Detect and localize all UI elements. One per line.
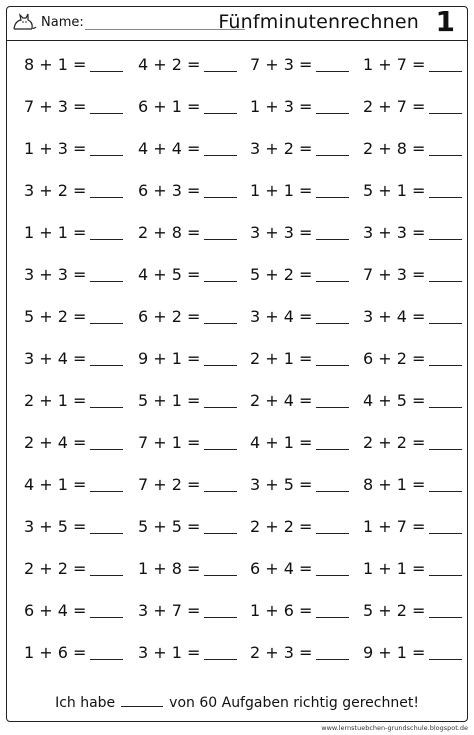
- answer-blank[interactable]: [429, 519, 462, 534]
- answer-blank[interactable]: [90, 603, 123, 618]
- problem-item: [138, 253, 237, 295]
- problem-expression: 5 + 2 =: [250, 264, 313, 284]
- problem-expression: 5 + 1 =: [138, 390, 201, 410]
- problem-expression: 5 + 5 =: [138, 516, 201, 536]
- problem-item: [138, 127, 237, 169]
- answer-blank[interactable]: [204, 477, 237, 492]
- problem-expression: 1 + 3 =: [24, 138, 87, 158]
- problem-expression: 3 + 3 =: [24, 264, 87, 284]
- score-line: [7, 694, 467, 711]
- problem-expression: 6 + 2 =: [363, 348, 426, 368]
- answer-blank[interactable]: [204, 141, 237, 156]
- problem-expression: 4 + 1 =: [24, 474, 87, 494]
- problem-expression: 3 + 2 =: [250, 138, 313, 158]
- problem-expression: 8 + 1 =: [363, 474, 426, 494]
- problem-item: [363, 85, 462, 127]
- answer-blank[interactable]: [429, 477, 462, 492]
- problem-item: [24, 253, 123, 295]
- problem-item: [138, 43, 237, 85]
- problem-item: [138, 337, 237, 379]
- answer-blank[interactable]: [316, 57, 349, 72]
- problem-item: [363, 127, 462, 169]
- answer-blank[interactable]: [204, 183, 237, 198]
- problem-row: [7, 463, 467, 505]
- problem-expression: 4 + 5 =: [138, 264, 201, 284]
- problem-item: [138, 85, 237, 127]
- answer-blank[interactable]: [90, 309, 123, 324]
- problem-item: [24, 463, 123, 505]
- problem-row: [7, 43, 467, 85]
- problem-expression: 3 + 4 =: [250, 306, 313, 326]
- sheet-number: 1: [435, 5, 455, 38]
- problem-item: [363, 43, 462, 85]
- problem-expression: 3 + 4 =: [363, 306, 426, 326]
- problem-item: [138, 589, 237, 631]
- answer-blank[interactable]: [316, 183, 349, 198]
- answer-blank[interactable]: [429, 99, 462, 114]
- answer-blank[interactable]: [429, 561, 462, 576]
- problem-item: [363, 253, 462, 295]
- answer-blank[interactable]: [90, 183, 123, 198]
- worksheet-header: [7, 7, 467, 41]
- problem-expression: 4 + 5 =: [363, 390, 426, 410]
- answer-blank[interactable]: [429, 351, 462, 366]
- problem-item: [250, 169, 349, 211]
- answer-blank[interactable]: [204, 603, 237, 618]
- problem-expression: 4 + 1 =: [250, 432, 313, 452]
- answer-blank[interactable]: [204, 267, 237, 282]
- answer-blank[interactable]: [316, 561, 349, 576]
- answer-blank[interactable]: [204, 561, 237, 576]
- problem-expression: 2 + 8 =: [363, 138, 426, 158]
- problem-expression: 1 + 1 =: [250, 180, 313, 200]
- problem-item: [250, 421, 349, 463]
- problem-expression: 9 + 1 =: [363, 642, 426, 662]
- problem-expression: 7 + 3 =: [24, 96, 87, 116]
- problem-expression: 5 + 2 =: [363, 600, 426, 620]
- answer-blank[interactable]: [90, 225, 123, 240]
- answer-blank[interactable]: [316, 225, 349, 240]
- problem-item: [363, 631, 462, 673]
- problem-item: [250, 337, 349, 379]
- problem-expression: 6 + 3 =: [138, 180, 201, 200]
- problem-expression: 7 + 3 =: [363, 264, 426, 284]
- problem-item: [250, 85, 349, 127]
- answer-blank[interactable]: [316, 603, 349, 618]
- problem-item: [24, 127, 123, 169]
- answer-blank[interactable]: [429, 603, 462, 618]
- problem-item: [250, 127, 349, 169]
- problem-expression: 3 + 2 =: [24, 180, 87, 200]
- score-suffix: von 60 Aufgaben richtig gerechnet!: [169, 695, 419, 711]
- answer-blank[interactable]: [429, 141, 462, 156]
- problem-item: [363, 463, 462, 505]
- answer-blank[interactable]: [316, 645, 349, 660]
- problem-row: [7, 505, 467, 547]
- problem-item: [363, 169, 462, 211]
- answer-blank[interactable]: [204, 645, 237, 660]
- problem-item: [138, 463, 237, 505]
- problem-item: [250, 379, 349, 421]
- answer-blank[interactable]: [90, 267, 123, 282]
- answer-blank[interactable]: [90, 519, 123, 534]
- answer-blank[interactable]: [316, 99, 349, 114]
- credit-text: www.lernstuebchen-grundschule.blogspot.de: [321, 724, 468, 732]
- problem-expression: 2 + 3 =: [250, 642, 313, 662]
- problem-item: [363, 337, 462, 379]
- problem-item: [138, 505, 237, 547]
- worksheet-title: Fünfminutenrechnen: [218, 11, 419, 33]
- problem-item: [138, 421, 237, 463]
- problem-expression: 4 + 2 =: [138, 54, 201, 74]
- problem-expression: 1 + 1 =: [363, 558, 426, 578]
- problem-expression: 6 + 2 =: [138, 306, 201, 326]
- problem-expression: 7 + 1 =: [138, 432, 201, 452]
- problem-item: [138, 295, 237, 337]
- problem-expression: 1 + 1 =: [24, 222, 87, 242]
- problem-expression: 2 + 1 =: [24, 390, 87, 410]
- problem-expression: 5 + 1 =: [363, 180, 426, 200]
- answer-blank[interactable]: [90, 645, 123, 660]
- problem-row: [7, 589, 467, 631]
- problem-row: [7, 211, 467, 253]
- answer-blank[interactable]: [204, 309, 237, 324]
- answer-blank[interactable]: [90, 141, 123, 156]
- problem-item: [138, 547, 237, 589]
- problem-expression: 3 + 4 =: [24, 348, 87, 368]
- problem-item: [24, 505, 123, 547]
- problem-item: [250, 631, 349, 673]
- answer-blank[interactable]: [204, 99, 237, 114]
- problem-item: [24, 421, 123, 463]
- problem-item: [24, 43, 123, 85]
- problem-item: [250, 211, 349, 253]
- problem-row: [7, 253, 467, 295]
- answer-blank[interactable]: [429, 183, 462, 198]
- problem-expression: 6 + 1 =: [138, 96, 201, 116]
- answer-blank[interactable]: [316, 519, 349, 534]
- answer-blank[interactable]: [429, 309, 462, 324]
- problem-expression: 3 + 3 =: [250, 222, 313, 242]
- problem-row: [7, 85, 467, 127]
- answer-blank[interactable]: [90, 57, 123, 72]
- problem-item: [24, 211, 123, 253]
- problem-expression: 4 + 4 =: [138, 138, 201, 158]
- answer-blank[interactable]: [90, 561, 123, 576]
- answer-blank[interactable]: [90, 351, 123, 366]
- answer-blank[interactable]: [204, 225, 237, 240]
- answer-blank[interactable]: [204, 393, 237, 408]
- answer-blank[interactable]: [429, 267, 462, 282]
- problem-expression: 2 + 2 =: [363, 432, 426, 452]
- problem-expression: 1 + 7 =: [363, 54, 426, 74]
- problem-expression: 3 + 5 =: [250, 474, 313, 494]
- answer-blank[interactable]: [429, 225, 462, 240]
- problem-expression: 7 + 3 =: [250, 54, 313, 74]
- problem-item: [24, 295, 123, 337]
- answer-blank[interactable]: [204, 351, 237, 366]
- problem-row: [7, 127, 467, 169]
- problem-item: [250, 295, 349, 337]
- problem-item: [250, 505, 349, 547]
- problem-item: [24, 379, 123, 421]
- answer-blank[interactable]: [316, 267, 349, 282]
- problem-expression: 1 + 6 =: [250, 600, 313, 620]
- answer-blank[interactable]: [90, 477, 123, 492]
- problem-row: [7, 169, 467, 211]
- problem-expression: 3 + 5 =: [24, 516, 87, 536]
- problem-expression: 1 + 7 =: [363, 516, 426, 536]
- problem-expression: 2 + 2 =: [250, 516, 313, 536]
- problem-expression: 1 + 8 =: [138, 558, 201, 578]
- problem-expression: 6 + 4 =: [250, 558, 313, 578]
- problem-row: [7, 631, 467, 673]
- problem-expression: 3 + 1 =: [138, 642, 201, 662]
- problem-item: [363, 547, 462, 589]
- answer-blank[interactable]: [90, 99, 123, 114]
- answer-blank[interactable]: [204, 435, 237, 450]
- problem-item: [363, 589, 462, 631]
- problem-expression: 2 + 1 =: [250, 348, 313, 368]
- problem-expression: 1 + 3 =: [250, 96, 313, 116]
- problem-expression: 2 + 7 =: [363, 96, 426, 116]
- problem-row: [7, 547, 467, 589]
- problem-item: [250, 253, 349, 295]
- answer-blank[interactable]: [204, 57, 237, 72]
- problem-row: [7, 295, 467, 337]
- problem-item: [250, 589, 349, 631]
- problem-item: [363, 505, 462, 547]
- answer-blank[interactable]: [316, 435, 349, 450]
- problem-item: [24, 85, 123, 127]
- problem-expression: 6 + 4 =: [24, 600, 87, 620]
- problem-expression: 2 + 2 =: [24, 558, 87, 578]
- score-prefix: Ich habe: [55, 695, 116, 711]
- problem-expression: 2 + 8 =: [138, 222, 201, 242]
- problem-expression: 2 + 4 =: [250, 390, 313, 410]
- problem-expression: 9 + 1 =: [138, 348, 201, 368]
- answer-blank[interactable]: [316, 351, 349, 366]
- problem-row: [7, 379, 467, 421]
- answer-blank[interactable]: [316, 141, 349, 156]
- cat-icon: [11, 11, 37, 33]
- problem-item: [138, 169, 237, 211]
- problem-item: [138, 631, 237, 673]
- answer-blank[interactable]: [204, 519, 237, 534]
- problem-item: [24, 337, 123, 379]
- problem-expression: 8 + 1 =: [24, 54, 87, 74]
- problem-item: [363, 421, 462, 463]
- problem-item: [24, 169, 123, 211]
- problem-item: [138, 211, 237, 253]
- answer-blank[interactable]: [316, 309, 349, 324]
- problem-expression: 5 + 2 =: [24, 306, 87, 326]
- problem-item: [24, 631, 123, 673]
- answer-blank[interactable]: [90, 435, 123, 450]
- problem-item: [24, 589, 123, 631]
- problem-item: [363, 379, 462, 421]
- problem-item: [363, 295, 462, 337]
- answer-blank[interactable]: [316, 477, 349, 492]
- answer-blank[interactable]: [429, 57, 462, 72]
- problem-item: [250, 547, 349, 589]
- score-field[interactable]: [121, 694, 163, 707]
- problem-expression: 2 + 4 =: [24, 432, 87, 452]
- worksheet: [6, 6, 468, 722]
- answer-blank[interactable]: [429, 435, 462, 450]
- problem-item: [138, 379, 237, 421]
- answer-blank[interactable]: [316, 393, 349, 408]
- problem-item: [250, 463, 349, 505]
- problem-expression: 7 + 2 =: [138, 474, 201, 494]
- problem-row: [7, 337, 467, 379]
- problem-item: [24, 547, 123, 589]
- problem-item: [363, 211, 462, 253]
- answer-blank[interactable]: [90, 393, 123, 408]
- answer-blank[interactable]: [429, 393, 462, 408]
- problem-item: [250, 43, 349, 85]
- problem-expression: 3 + 7 =: [138, 600, 201, 620]
- problem-expression: 3 + 3 =: [363, 222, 426, 242]
- answer-blank[interactable]: [429, 645, 462, 660]
- problem-row: [7, 421, 467, 463]
- name-label: Name:: [41, 15, 84, 30]
- problem-expression: 1 + 6 =: [24, 642, 87, 662]
